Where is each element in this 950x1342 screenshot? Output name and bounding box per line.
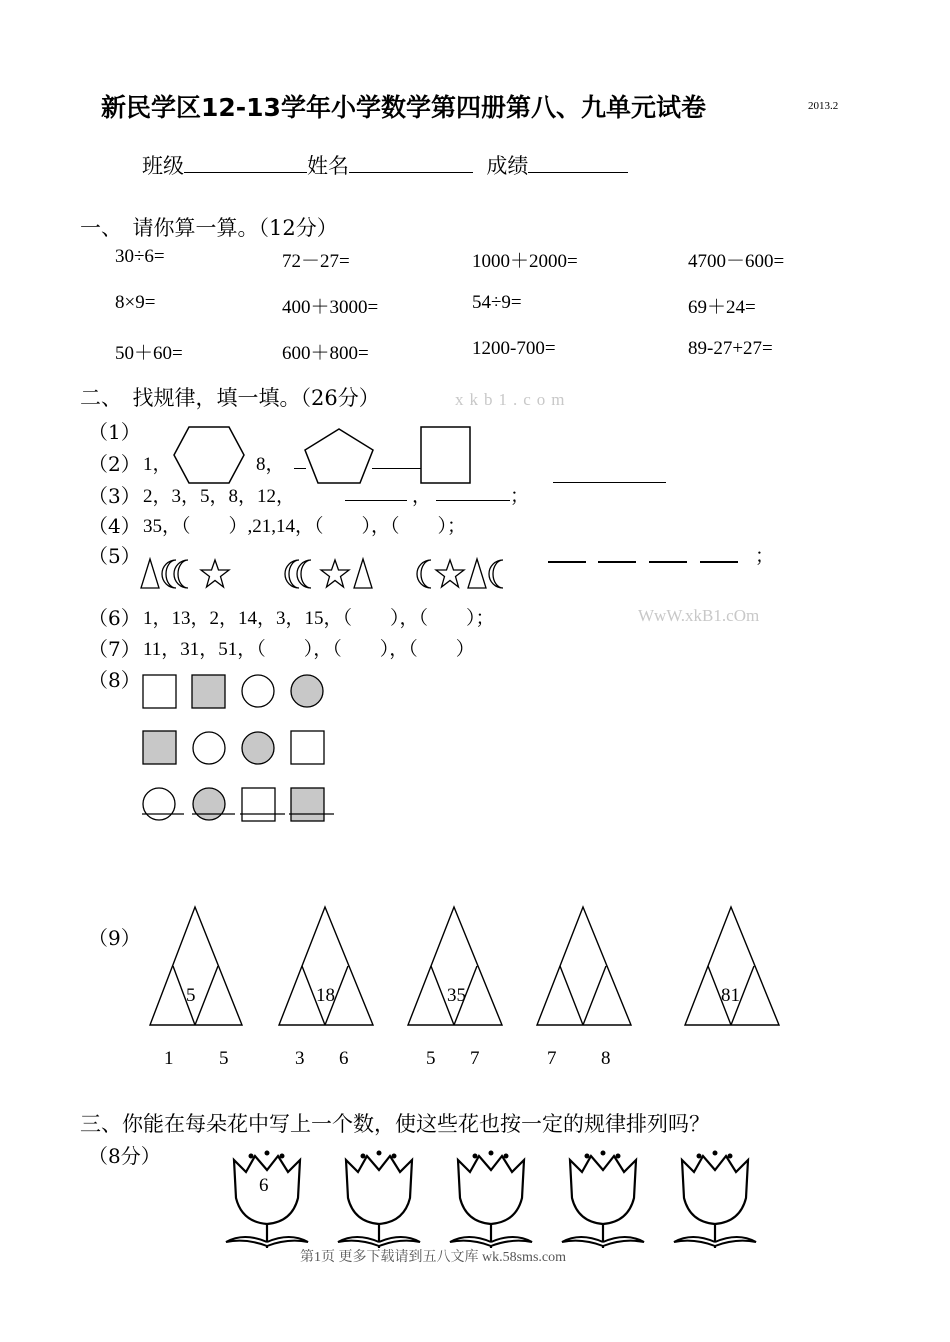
q8-shape-grid — [140, 672, 340, 827]
watermark: WwW.xkB1.cOm — [638, 606, 760, 625]
calc-item: 400＋3000= — [282, 297, 379, 318]
number-triangle — [148, 905, 244, 1027]
page-footer: 第1页 更多下载请到五八文库 wk.58sms.com — [300, 1250, 566, 1265]
pattern-group-2 — [283, 558, 375, 590]
number-triangle — [277, 905, 375, 1027]
answer-blank[interactable] — [700, 561, 738, 563]
name-label: 姓名 — [307, 154, 349, 178]
exam-date: 2013.2 — [808, 100, 839, 112]
score-blank[interactable] — [528, 172, 628, 173]
calc-item: 600＋800= — [282, 343, 369, 364]
star-icon — [201, 560, 229, 587]
triangle-icon — [468, 559, 486, 588]
circle-filled-icon — [242, 732, 274, 764]
class-blank[interactable] — [184, 172, 307, 173]
calc-item: 8×9= — [115, 292, 156, 313]
triangle-right-value: 7 — [470, 1048, 480, 1069]
moon-icon — [489, 560, 503, 588]
calc-item: 50＋60= — [115, 343, 183, 364]
student-info-row — [142, 150, 628, 180]
circle-filled-icon — [193, 788, 225, 820]
hexagon-icon — [173, 426, 245, 484]
triangle-left-value: 5 — [426, 1048, 436, 1069]
triangle-right-value: 8 — [601, 1048, 611, 1069]
q4-label: （4） — [88, 514, 141, 538]
calc-item: 4700－600= — [688, 251, 785, 272]
q4-sequence: 35，（ ）,21,14，（ ），（ ）； — [143, 516, 467, 537]
calc-item: 30÷6= — [115, 246, 165, 267]
q2-value-1: 1， — [143, 454, 172, 475]
q7-label: （7） — [88, 637, 141, 661]
calc-item: 89-27+27= — [688, 338, 773, 359]
triangle-left-value: 7 — [547, 1048, 557, 1069]
triangle-center-value: 5 — [186, 985, 196, 1006]
q1-label: （1） — [88, 420, 141, 444]
circle-icon — [242, 675, 274, 707]
square-filled-icon — [143, 731, 176, 764]
answer-blank[interactable] — [372, 468, 422, 469]
moon-icon — [417, 560, 431, 588]
square-filled-icon — [291, 788, 324, 821]
q5-end: ； — [755, 546, 775, 567]
number-triangle — [406, 905, 504, 1027]
answer-blank[interactable] — [436, 500, 510, 501]
answer-blank[interactable] — [548, 561, 586, 563]
answer-blank[interactable] — [649, 561, 687, 563]
q2-value-2: 8， — [256, 454, 285, 475]
number-triangle — [683, 905, 781, 1027]
name-blank[interactable] — [349, 172, 473, 173]
section1-heading: 一、 请你算一算。（12分） — [80, 216, 338, 240]
triangle-left-value: 3 — [295, 1048, 305, 1069]
circle-filled-icon — [291, 675, 323, 707]
triangle-center-value: 81 — [721, 985, 740, 1006]
flower-icon — [222, 1150, 312, 1250]
q9-label: （9） — [88, 926, 141, 950]
q8-label: （8） — [88, 668, 141, 692]
calc-item: 1200-700= — [472, 338, 556, 359]
q6-sequence: 1，13，2，14，3，15，（ ），（ ）； — [143, 608, 495, 629]
q5-label: （5） — [88, 544, 141, 568]
triangle-center-value: 18 — [316, 985, 335, 1006]
section3-points: （8分） — [88, 1144, 161, 1168]
answer-blank[interactable] — [345, 500, 407, 501]
answer-blank[interactable] — [598, 561, 636, 563]
triangle-right-value: 5 — [219, 1048, 229, 1069]
flower-icon — [558, 1150, 648, 1250]
q3-sequence: 2，3，5，8，12， — [143, 486, 296, 507]
calc-item: 69＋24= — [688, 297, 756, 318]
q3-label: （3） — [88, 484, 141, 508]
section2-heading: 二、 找规律，填一填。（26分） — [80, 386, 380, 410]
star-icon — [436, 560, 464, 587]
page-title: 新民学区12-13学年小学数学第四册第八、九单元试卷 — [101, 93, 706, 122]
flower-value: 6 — [259, 1175, 269, 1196]
square-icon — [242, 788, 275, 821]
triangle-left-value: 1 — [164, 1048, 174, 1069]
star-icon — [321, 560, 349, 587]
circle-icon — [143, 788, 175, 820]
pattern-group-1 — [140, 558, 232, 590]
triangle-right-value: 6 — [339, 1048, 349, 1069]
triangle-icon — [354, 559, 372, 588]
score-label: 成绩 — [486, 154, 529, 178]
q3-end: ； — [510, 486, 530, 507]
q2-label: （2） — [88, 452, 141, 476]
square-filled-icon — [192, 675, 225, 708]
flower-icon — [446, 1150, 536, 1250]
watermark: xkb1.com — [455, 390, 571, 409]
calc-item: 54÷9= — [472, 292, 522, 313]
triangle-center-value: 35 — [447, 985, 466, 1006]
flower-icon — [670, 1150, 760, 1250]
circle-icon — [193, 732, 225, 764]
number-triangle — [535, 905, 633, 1027]
triangle-icon — [141, 559, 159, 588]
class-label: 班级 — [142, 154, 184, 178]
q3-comma: ， — [412, 486, 432, 507]
q6-label: （6） — [88, 606, 141, 630]
square-icon — [291, 731, 324, 764]
calc-item: 1000＋2000= — [472, 251, 578, 272]
square-icon — [143, 675, 176, 708]
moon-icon — [297, 560, 311, 588]
flower-icon — [334, 1150, 424, 1250]
pattern-group-3 — [415, 558, 510, 590]
q7-sequence: 11，31，51，（ ），（ ），（ ） — [143, 639, 475, 660]
moon-icon — [174, 560, 188, 588]
calc-item: 72－27= — [282, 251, 350, 272]
section3-heading: 三、你能在每朵花中写上一个数，使这些花也按一定的规律排列吗？ — [80, 1112, 710, 1136]
rectangle-icon — [420, 426, 472, 484]
pentagon-icon — [304, 428, 374, 484]
answer-blank[interactable] — [553, 482, 666, 483]
